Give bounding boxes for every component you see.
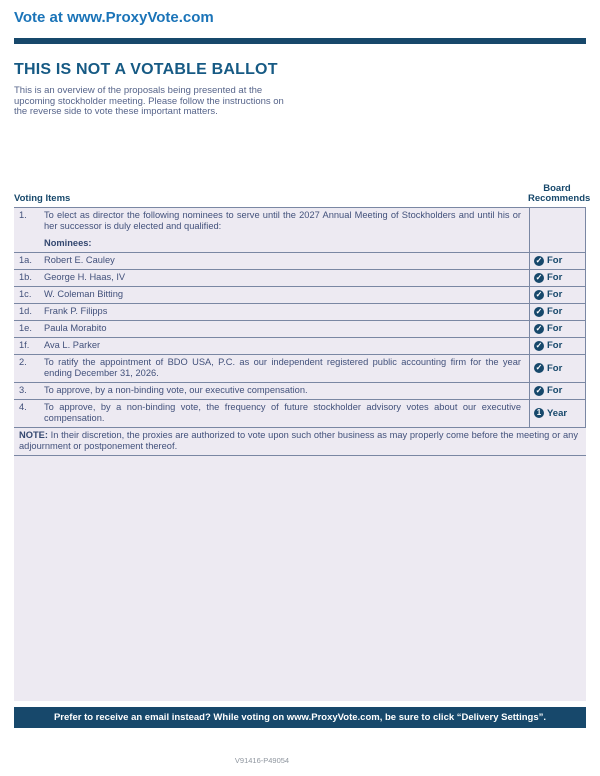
note-row xyxy=(14,428,586,456)
nominee-name: Paula Morabito xyxy=(44,322,107,333)
table-row-nominee-1b xyxy=(14,270,586,287)
check-icon: ✓ xyxy=(535,363,543,372)
document-code: V91416-P49054 xyxy=(234,755,290,765)
board-recommends-line1: Board xyxy=(543,182,571,194)
recommend-cell xyxy=(529,400,586,427)
board-recommends-header xyxy=(528,182,591,204)
proxyvote-link[interactable]: Vote at www.ProxyVote.com xyxy=(14,9,214,26)
recommend-label: For xyxy=(547,362,563,374)
item-number: 3. xyxy=(19,384,27,395)
item-4-text: To approve, by a non-binding vote, the frequency of future stockholder advisory votes about our executive compensation. xyxy=(44,401,521,423)
recommend-cell xyxy=(529,355,586,382)
note-text: In their discretion, the proxies are authorized to vote upon such other business as may properly come before the meeting or any adjournment or postponement thereof. xyxy=(19,429,578,451)
email-footer-banner: Prefer to receive an email instead? While voting on www.ProxyVote.com, be sure to click “Delivery Settings”. xyxy=(14,707,586,728)
table-row-nominee-1a xyxy=(14,253,586,270)
one-year-icon: 1 xyxy=(534,408,544,418)
check-icon: ✓ xyxy=(535,289,543,299)
voting-items-table xyxy=(14,207,586,701)
nominee-name: Ava L. Parker xyxy=(44,339,101,350)
check-icon: ✓ xyxy=(535,272,543,282)
intro-line: upcoming stockholder meeting. Please follow the instructions on xyxy=(14,95,284,107)
nominee-number: 1c. xyxy=(19,288,32,299)
nominee-number: 1a. xyxy=(19,254,32,265)
intro-paragraph xyxy=(14,86,586,118)
item-3-text: To approve, by a non-binding vote, our executive compensation. xyxy=(44,384,308,395)
recommend-cell xyxy=(529,304,586,320)
table-row-nominee-1e xyxy=(14,321,586,338)
item-2-text: To ratify the appointment of BDO USA, P.C. as our independent registered public accounting firm for the year ending December 31, 2026. xyxy=(44,356,521,378)
table-row-item-4 xyxy=(14,400,586,428)
nominee-number: 1e. xyxy=(19,322,32,333)
nominee-name: Robert E. Cauley xyxy=(44,254,115,265)
header-divider-bar xyxy=(14,38,586,44)
board-recommends-line2: Recommends xyxy=(528,192,591,204)
note-label: NOTE: xyxy=(19,429,48,440)
item-1-text: To elect as director the following nominees to serve until the 2027 Annual Meeting of Stockholders and until his or her successor is duly elected and qualified: xyxy=(44,209,521,231)
item-number: 4. xyxy=(19,401,27,412)
nominee-number: 1b. xyxy=(19,271,32,282)
nominee-name: George H. Haas, IV xyxy=(44,271,126,282)
check-icon: ✓ xyxy=(535,255,543,265)
table-row-item-3 xyxy=(14,383,586,400)
nominee-name: W. Coleman Bitting xyxy=(44,288,124,299)
item-number: 1. xyxy=(19,209,27,220)
table-row-nominee-1f xyxy=(14,338,586,355)
table-row-item-2 xyxy=(14,355,586,383)
recommend-label: For xyxy=(547,385,563,396)
empty-shaded-area xyxy=(14,456,586,701)
check-icon: ✓ xyxy=(535,306,543,316)
intro-line: the reverse side to vote these important matters. xyxy=(14,106,218,117)
check-icon: ✓ xyxy=(535,385,543,395)
recommend-cell xyxy=(529,383,586,399)
recommend-cell xyxy=(529,287,586,303)
nominee-name: Frank P. Filipps xyxy=(44,305,108,316)
recommend-cell xyxy=(529,253,586,269)
table-row-nominee-1c xyxy=(14,287,586,304)
recommend-cell xyxy=(529,270,586,286)
recommend-label: For xyxy=(547,340,563,351)
table-row-item-1 xyxy=(14,208,586,253)
nominees-label: Nominees: xyxy=(44,237,92,248)
table-row-nominee-1d xyxy=(14,304,586,321)
item-number: 2. xyxy=(19,356,27,367)
recommend-cell-empty xyxy=(529,208,586,252)
recommend-label: For xyxy=(547,289,563,300)
intro-line: This is an overview of the proposals being presented at the xyxy=(14,85,263,96)
nominee-number: 1f. xyxy=(19,339,30,350)
table-header xyxy=(14,182,591,204)
page-title: THIS IS NOT A VOTABLE BALLOT xyxy=(14,61,278,78)
recommend-label: For xyxy=(547,255,563,266)
check-icon: ✓ xyxy=(535,340,543,350)
recommend-label: For xyxy=(547,272,563,283)
voting-items-header: Voting Items xyxy=(14,192,71,204)
recommend-cell xyxy=(529,338,586,354)
recommend-label: For xyxy=(547,323,563,334)
recommend-cell xyxy=(529,321,586,337)
recommend-label: For xyxy=(547,306,563,317)
nominee-number: 1d. xyxy=(19,305,32,316)
recommend-label: Year xyxy=(547,407,568,419)
check-icon: ✓ xyxy=(535,323,543,333)
